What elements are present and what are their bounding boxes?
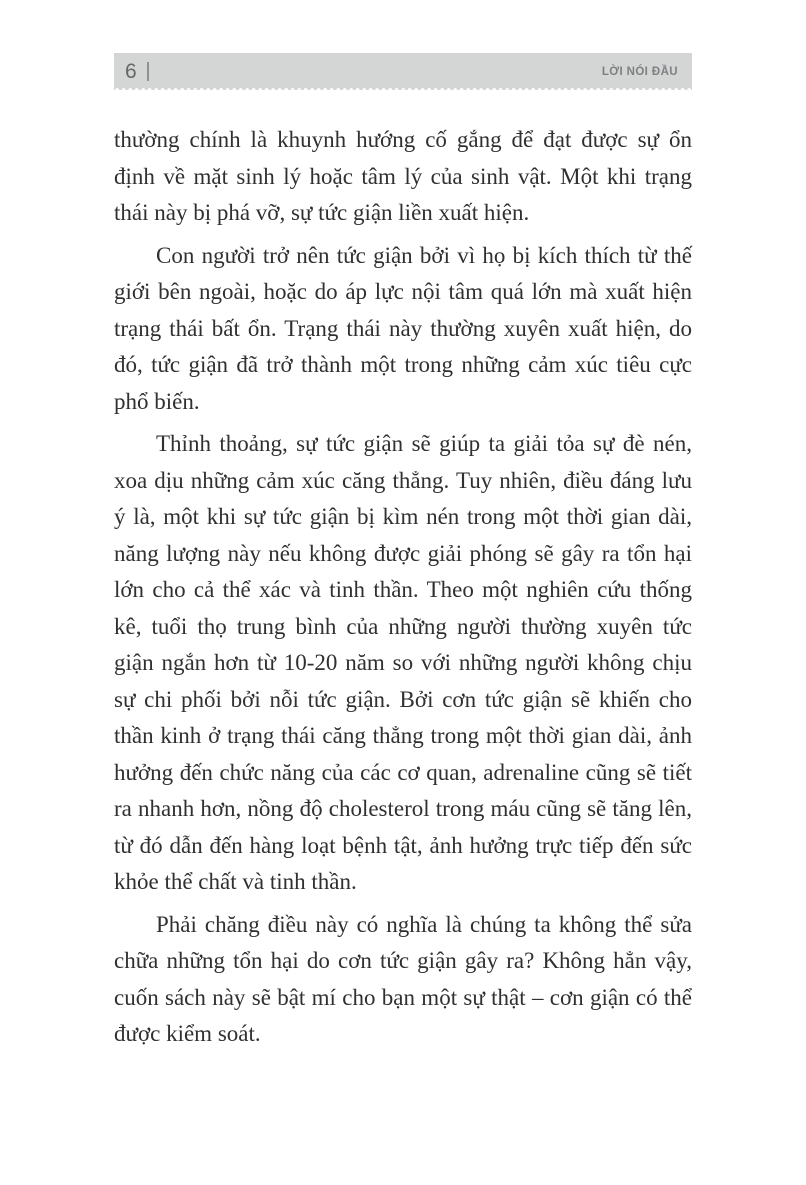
header-divider — [147, 62, 149, 81]
paragraph: Phải chăng điều này có nghĩa là chúng ta không thể sửa chữa những tổn hại do cơn tức giận gây ra? Không hẳn vậy, cuốn sách này sẽ bật mí cho bạn một sự thật – cơn giận có thể được kiểm soát. — [114, 911, 692, 1046]
page-number: 6 — [125, 60, 137, 83]
page-header — [114, 53, 692, 90]
paragraph: Con người trở nên tức giận bởi vì họ bị kích thích từ thế giới bên ngoài, hoặc do áp lực nội tâm quá lớn mà xuất hiện trạng thái bất ổn. Trạng thái này thường xuyên xuất hiện, do đó, tức giận đã trở thành một trong những cảm xúc tiêu cực phổ biến. — [114, 242, 692, 414]
body-text — [114, 122, 692, 1059]
chapter-title: LỜI NÓI ĐẦU — [601, 65, 678, 78]
paragraph: Thỉnh thoảng, sự tức giận sẽ giúp ta giải tỏa sự đè nén, xoa dịu những cảm xúc căng thẳng. Tuy nhiên, điều đáng lưu ý là, một khi sự tức giận bị kìm nén trong một thời gian dài, năng lượng này nếu không được giải phóng sẽ gây ra tổn hại lớn cho cả thể xác và tinh thần. Theo một nghiên cứu thống kê, tuổi thọ trung bình của những người thường xuyên tức giận ngắn hơn từ 10-20 năm so với những người không chịu sự chi phối bởi nỗi tức giận. Bởi cơn tức giận sẽ khiến cho thần kinh ở trạng thái căng thẳng trong một thời gian dài, ảnh hưởng đến chức năng của các cơ quan, adrenaline cũng sẽ tiết ra nhanh hơn, nồng độ cholesterol trong máu cũng sẽ tăng lên, từ đó dẫn đến hàng loạt bệnh tật, ảnh hưởng trực tiếp đến sức khỏe thể chất và tinh thần. — [114, 431, 692, 894]
paragraph: thường chính là khuynh hướng cố gắng để đạt được sự ổn định về mặt sinh lý hoặc tâm lý của sinh vật. Một khi trạng thái này bị phá vỡ, sự tức giận liền xuất hiện. — [114, 127, 692, 225]
